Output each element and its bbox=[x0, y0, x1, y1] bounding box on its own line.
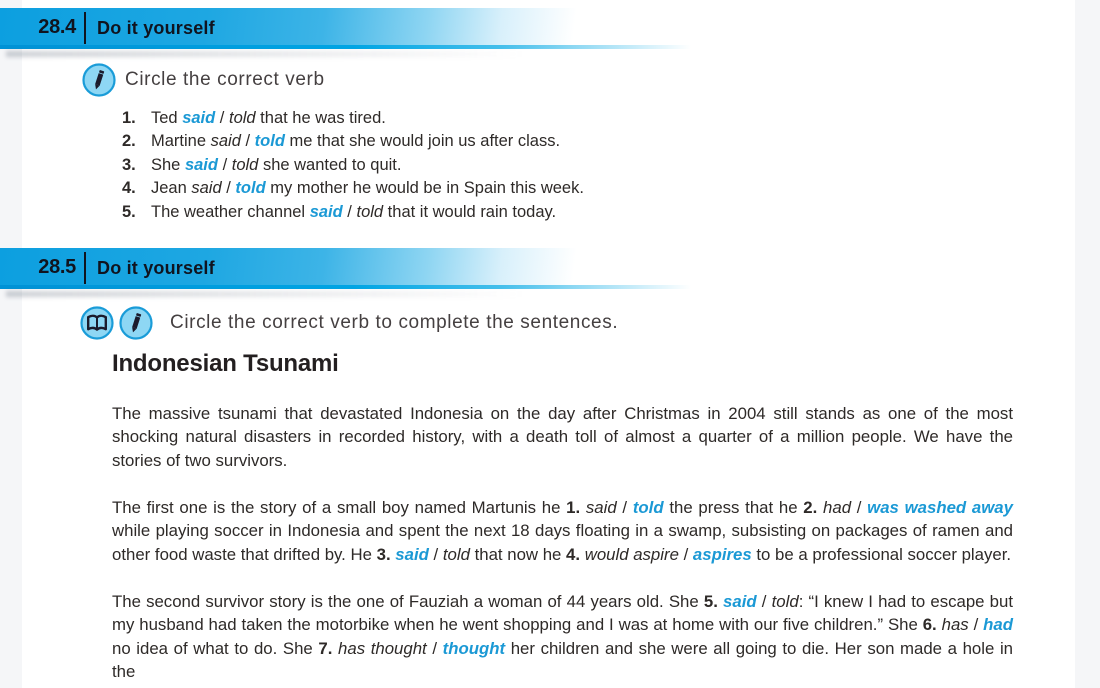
article-heading: Indonesian Tsunami bbox=[112, 350, 339, 377]
item-text: Jean said / told my mother he would be in Spain this week. bbox=[151, 179, 584, 198]
exercise2-instruction-row bbox=[80, 306, 618, 340]
exercise2-instruction: Circle the correct verb to complete the sentences. bbox=[170, 312, 619, 333]
article-paragraph: The massive tsunami that devastated Indonesia on the day after Christmas in 2004 still stands as one of the most shocking natural disasters in recorded history, with a death toll of almost a quarter of a million people. We have the stories of two survivors. bbox=[112, 404, 1013, 470]
section-title: Do it yourself bbox=[97, 258, 215, 278]
article-paragraph: The second survivor story is the one of Fauziah a woman of 44 years old. She 5. said / told: “I knew I had to escape but my husband had taken the motorbike when he went shopping and I was at home with our five children.” She 6. has / had no idea of what to do. She 7. has thought / thought her children and she were all going to die. Her son made a hole in the bbox=[112, 592, 1014, 682]
list-item bbox=[122, 201, 842, 224]
article-paragraph: The first one is the story of a small boy named Martunis he 1. said / told the press that he 2. had / was washed away while playing soccer in Indonesia and spent the next 18 days floating in a swamp, subsisting on packages of ramen and other food waste that drifted by. He 3. said / told that now he 4. would aspire / aspires to be a professional soccer player. bbox=[112, 498, 1013, 564]
item-text: She said / told she wanted to quit. bbox=[151, 155, 402, 174]
item-text: The weather channel said / told that it would rain today. bbox=[151, 202, 557, 221]
item-number: 5. bbox=[122, 202, 136, 221]
exercise1-instruction-row bbox=[82, 63, 325, 97]
exercise1-instruction: Circle the correct verb bbox=[125, 69, 325, 90]
list-item bbox=[122, 130, 842, 153]
banner-divider bbox=[84, 252, 86, 284]
exercise1-list bbox=[122, 107, 842, 224]
item-number: 1. bbox=[122, 109, 136, 127]
page-background bbox=[22, 0, 1075, 688]
item-number: 2. bbox=[122, 132, 136, 151]
banner-bottom-stripe bbox=[0, 45, 735, 49]
list-item bbox=[122, 107, 842, 130]
item-text: Ted said / told that he was tired. bbox=[151, 109, 386, 127]
list-item bbox=[122, 177, 842, 200]
banner-bottom-stripe bbox=[0, 285, 735, 289]
section-banner-28-4 bbox=[0, 8, 735, 48]
section-number: 28.5 bbox=[38, 256, 76, 278]
banner-drop-shadow bbox=[6, 51, 596, 57]
list-item bbox=[122, 154, 842, 177]
section-banner-28-5 bbox=[0, 248, 735, 288]
section-number: 28.4 bbox=[38, 16, 76, 38]
banner-drop-shadow bbox=[6, 291, 596, 297]
pencil-icon bbox=[82, 63, 116, 97]
book-icon bbox=[80, 306, 114, 340]
item-number: 3. bbox=[122, 155, 136, 174]
item-number: 4. bbox=[122, 179, 136, 198]
section-title: Do it yourself bbox=[97, 18, 215, 38]
pencil-icon bbox=[119, 306, 153, 340]
banner-divider bbox=[84, 12, 86, 44]
item-text: Martine said / told me that she would join us after class. bbox=[151, 132, 561, 151]
